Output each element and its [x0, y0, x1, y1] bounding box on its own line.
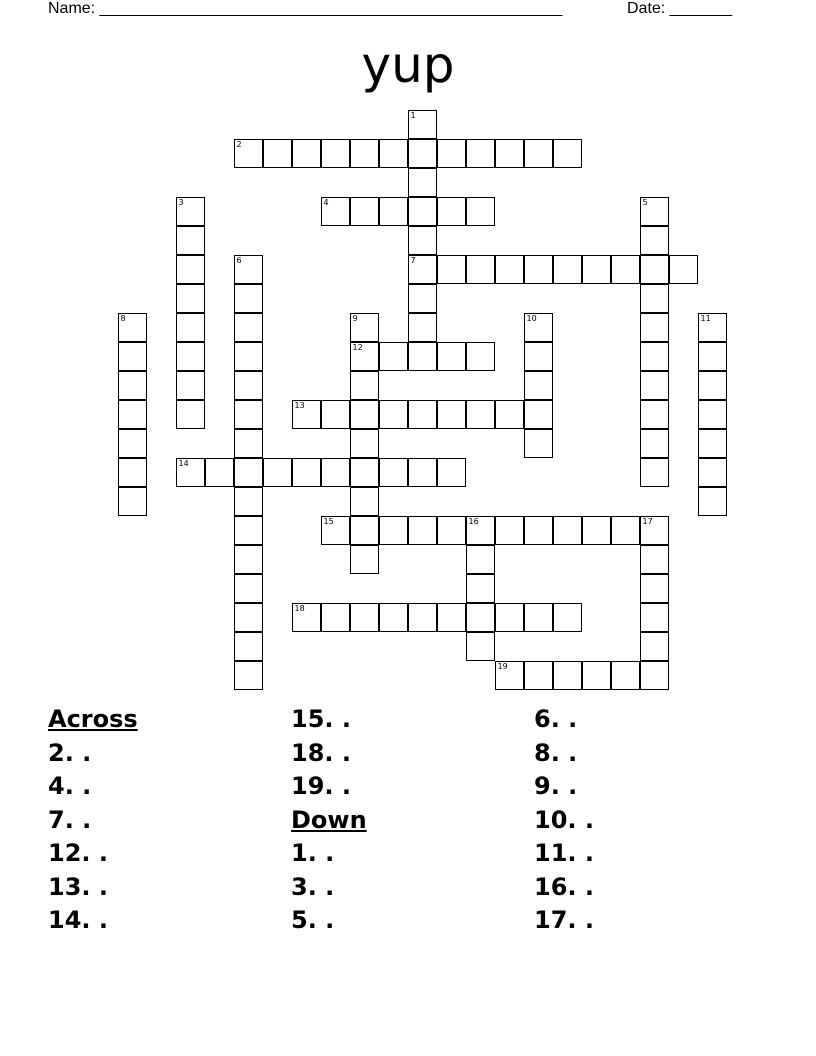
clue-number: 2 [236, 140, 242, 149]
clue-number: 14 [178, 459, 189, 468]
date-field-line: Date: _______ [627, 0, 732, 17]
crossword-cell[interactable] [408, 342, 437, 371]
crossword-cell[interactable] [495, 603, 524, 632]
crossword-cell[interactable] [176, 342, 205, 371]
crossword-cell[interactable] [640, 371, 669, 400]
clue-number: 4 [323, 198, 329, 207]
clue-down-11: 11. . [534, 839, 594, 867]
crossword-cell[interactable] [524, 342, 553, 371]
crossword-cell[interactable] [350, 139, 379, 168]
clue-down-5: 5. . [291, 906, 335, 934]
crossword-cell[interactable] [118, 400, 147, 429]
clue-across-13: 13. . [48, 872, 108, 901]
crossword-cell[interactable] [176, 371, 205, 400]
crossword-cell[interactable] [466, 400, 495, 429]
crossword-cell[interactable] [379, 603, 408, 632]
crossword-cell[interactable] [234, 458, 263, 487]
crossword-cell[interactable] [176, 197, 205, 226]
clue-number: 7 [410, 256, 416, 265]
crossword-cell[interactable] [234, 139, 263, 168]
clue-down-6: 6. . [534, 705, 578, 733]
crossword-cell[interactable] [292, 400, 321, 429]
crossword-cell[interactable] [640, 661, 669, 690]
clue-column-3 [534, 703, 734, 938]
crossword-cell[interactable] [321, 603, 350, 632]
crossword-cell[interactable] [234, 371, 263, 400]
crossword-cell[interactable] [553, 255, 582, 284]
crossword-cell[interactable] [292, 458, 321, 487]
clue-across-2: 2. . [48, 738, 92, 767]
crossword-cell[interactable] [466, 197, 495, 226]
clue-number: 15 [323, 517, 334, 526]
clue-column-1 [48, 703, 248, 938]
crossword-cell[interactable] [321, 458, 350, 487]
crossword-cell[interactable] [437, 458, 466, 487]
clue-number: 16 [468, 517, 479, 526]
crossword-cell[interactable] [466, 342, 495, 371]
crossword-cell[interactable] [379, 197, 408, 226]
clue-number: 3 [178, 198, 184, 207]
crossword-cell[interactable] [640, 516, 669, 545]
clue-number: 1 [410, 111, 416, 120]
crossword-cell[interactable] [292, 139, 321, 168]
crossword-cell[interactable] [495, 139, 524, 168]
crossword-cell[interactable] [321, 516, 350, 545]
crossword-cell[interactable] [408, 313, 437, 342]
clue-down-3: 3. . [291, 872, 335, 901]
crossword-cell[interactable] [640, 284, 669, 313]
crossword-cell[interactable] [321, 197, 350, 226]
crossword-cell[interactable] [611, 516, 640, 545]
crossword-cell[interactable] [698, 429, 727, 458]
crossword-cell[interactable] [553, 516, 582, 545]
clue-across-14: 14. . [48, 906, 108, 934]
crossword-cell[interactable] [640, 429, 669, 458]
clue-number: 6 [236, 256, 242, 265]
crossword-cell[interactable] [379, 458, 408, 487]
clue-across-4: 4. . [48, 772, 92, 800]
down-heading: Down [291, 805, 367, 834]
crossword-cell[interactable] [466, 516, 495, 545]
crossword-cell[interactable] [437, 603, 466, 632]
crossword-cell[interactable] [234, 603, 263, 632]
crossword-cell[interactable] [234, 516, 263, 545]
crossword-cell[interactable] [640, 574, 669, 603]
crossword-cell[interactable] [234, 400, 263, 429]
crossword-cell[interactable] [669, 255, 698, 284]
clue-number: 10 [526, 314, 537, 323]
clue-down-1: 1. . [291, 839, 335, 867]
crossword-cell[interactable] [698, 342, 727, 371]
crossword-cell[interactable] [524, 139, 553, 168]
crossword-cell[interactable] [176, 313, 205, 342]
crossword-cell[interactable] [118, 371, 147, 400]
crossword-cell[interactable] [379, 139, 408, 168]
puzzle-title: yup [361, 36, 455, 94]
clue-number: 13 [294, 401, 305, 410]
crossword-cell[interactable] [234, 429, 263, 458]
crossword-cell[interactable] [437, 516, 466, 545]
crossword-cell[interactable] [234, 342, 263, 371]
crossword-cell[interactable] [350, 545, 379, 574]
crossword-cell[interactable] [640, 226, 669, 255]
crossword-cell[interactable] [118, 313, 147, 342]
crossword-cell[interactable] [234, 255, 263, 284]
crossword-cell[interactable] [437, 197, 466, 226]
crossword-cell[interactable] [495, 255, 524, 284]
crossword-cell[interactable] [408, 110, 437, 139]
crossword-cell[interactable] [437, 342, 466, 371]
clue-down-10: 10. . [534, 805, 594, 834]
crossword-cell[interactable] [408, 139, 437, 168]
crossword-cell[interactable] [611, 255, 640, 284]
clue-across-12: 12. . [48, 839, 108, 867]
crossword-cell[interactable] [350, 458, 379, 487]
crossword-cell[interactable] [292, 603, 321, 632]
crossword-cell[interactable] [466, 255, 495, 284]
clue-number: 9 [352, 314, 358, 323]
crossword-cell[interactable] [321, 139, 350, 168]
crossword-cell[interactable] [466, 632, 495, 661]
crossword-cell[interactable] [582, 255, 611, 284]
crossword-cell[interactable] [524, 516, 553, 545]
clue-down-9: 9. . [534, 772, 578, 800]
crossword-cell[interactable] [698, 313, 727, 342]
crossword-cell[interactable] [408, 458, 437, 487]
crossword-cell[interactable] [263, 139, 292, 168]
crossword-cell[interactable] [234, 545, 263, 574]
crossword-cell[interactable] [176, 458, 205, 487]
crossword-cell[interactable] [698, 371, 727, 400]
clue-number: 19 [497, 662, 508, 671]
crossword-cell[interactable] [234, 661, 263, 690]
crossword-cell[interactable] [176, 284, 205, 313]
crossword-cell[interactable] [350, 371, 379, 400]
crossword-cell[interactable] [582, 661, 611, 690]
crossword-cell[interactable] [350, 197, 379, 226]
crossword-cell[interactable] [466, 545, 495, 574]
crossword-cell[interactable] [263, 458, 292, 487]
crossword-cell[interactable] [350, 603, 379, 632]
crossword-cell[interactable] [350, 516, 379, 545]
crossword-cell[interactable] [495, 661, 524, 690]
crossword-cell[interactable] [524, 313, 553, 342]
clue-number: 12 [352, 343, 363, 352]
crossword-cell[interactable] [234, 284, 263, 313]
crossword-cell[interactable] [698, 400, 727, 429]
crossword-cell[interactable] [408, 226, 437, 255]
crossword-cell[interactable] [408, 400, 437, 429]
crossword-cell[interactable] [234, 574, 263, 603]
clue-down-16: 16. . [534, 872, 594, 901]
crossword-cell[interactable] [524, 400, 553, 429]
crossword-cell[interactable] [350, 487, 379, 516]
crossword-cell[interactable] [553, 139, 582, 168]
crossword-cell[interactable] [234, 313, 263, 342]
crossword-cell[interactable] [350, 313, 379, 342]
crossword-cell[interactable] [611, 661, 640, 690]
crossword-cell[interactable] [524, 603, 553, 632]
clue-column-2 [291, 703, 491, 938]
crossword-cell[interactable] [437, 400, 466, 429]
crossword-cell[interactable] [640, 545, 669, 574]
across-heading: Across [48, 705, 138, 733]
clue-down-8: 8. . [534, 738, 578, 767]
name-field-line: Name: ____________________________________________________ [48, 0, 563, 17]
crossword-cell[interactable] [408, 255, 437, 284]
clue-across-18: 18. . [291, 738, 351, 767]
clue-number: 11 [700, 314, 711, 323]
clue-number: 5 [642, 198, 648, 207]
crossword-cell[interactable] [553, 661, 582, 690]
crossword-cell[interactable] [437, 139, 466, 168]
crossword-cell[interactable] [524, 255, 553, 284]
clue-number: 8 [120, 314, 126, 323]
crossword-cell[interactable] [118, 342, 147, 371]
crossword-cell[interactable] [640, 458, 669, 487]
crossword-cell[interactable] [582, 516, 611, 545]
crossword-cell[interactable] [553, 603, 582, 632]
crossword-cell[interactable] [524, 371, 553, 400]
crossword-cell[interactable] [524, 429, 553, 458]
crossword-cell[interactable] [118, 429, 147, 458]
crossword-cell[interactable] [408, 168, 437, 197]
crossword-cell[interactable] [466, 139, 495, 168]
crossword-cell[interactable] [205, 458, 234, 487]
crossword-cell[interactable] [640, 632, 669, 661]
crossword-cell[interactable] [466, 574, 495, 603]
crossword-cell[interactable] [234, 632, 263, 661]
crossword-cell[interactable] [379, 342, 408, 371]
crossword-cell[interactable] [524, 661, 553, 690]
crossword-cell[interactable] [350, 429, 379, 458]
crossword-cell[interactable] [350, 400, 379, 429]
crossword-cell[interactable] [176, 400, 205, 429]
crossword-cell[interactable] [698, 458, 727, 487]
crossword-cell[interactable] [321, 400, 350, 429]
clue-number: 17 [642, 517, 653, 526]
crossword-cell[interactable] [379, 516, 408, 545]
clue-across-7: 7. . [48, 805, 92, 834]
crossword-cell[interactable] [408, 197, 437, 226]
crossword-cell[interactable] [408, 603, 437, 632]
crossword-cell[interactable] [176, 226, 205, 255]
crossword-cell[interactable] [118, 487, 147, 516]
crossword-cell[interactable] [176, 255, 205, 284]
crossword-cell[interactable] [437, 255, 466, 284]
crossword-cell[interactable] [495, 516, 524, 545]
crossword-cell[interactable] [640, 342, 669, 371]
crossword-cell[interactable] [350, 342, 379, 371]
crossword-cell[interactable] [466, 603, 495, 632]
crossword-cell[interactable] [379, 400, 408, 429]
clue-across-19: 19. . [291, 772, 351, 800]
crossword-cell[interactable] [640, 255, 669, 284]
crossword-cell[interactable] [698, 487, 727, 516]
clue-number: 18 [294, 604, 305, 613]
crossword-cell[interactable] [408, 516, 437, 545]
crossword-cell[interactable] [118, 458, 147, 487]
crossword-cell[interactable] [640, 313, 669, 342]
clue-down-17: 17. . [534, 906, 594, 934]
crossword-cell[interactable] [640, 400, 669, 429]
crossword-cell[interactable] [640, 197, 669, 226]
clue-across-15: 15. . [291, 705, 351, 733]
crossword-cell[interactable] [640, 603, 669, 632]
crossword-cell[interactable] [408, 284, 437, 313]
crossword-cell[interactable] [234, 487, 263, 516]
crossword-cell[interactable] [495, 400, 524, 429]
